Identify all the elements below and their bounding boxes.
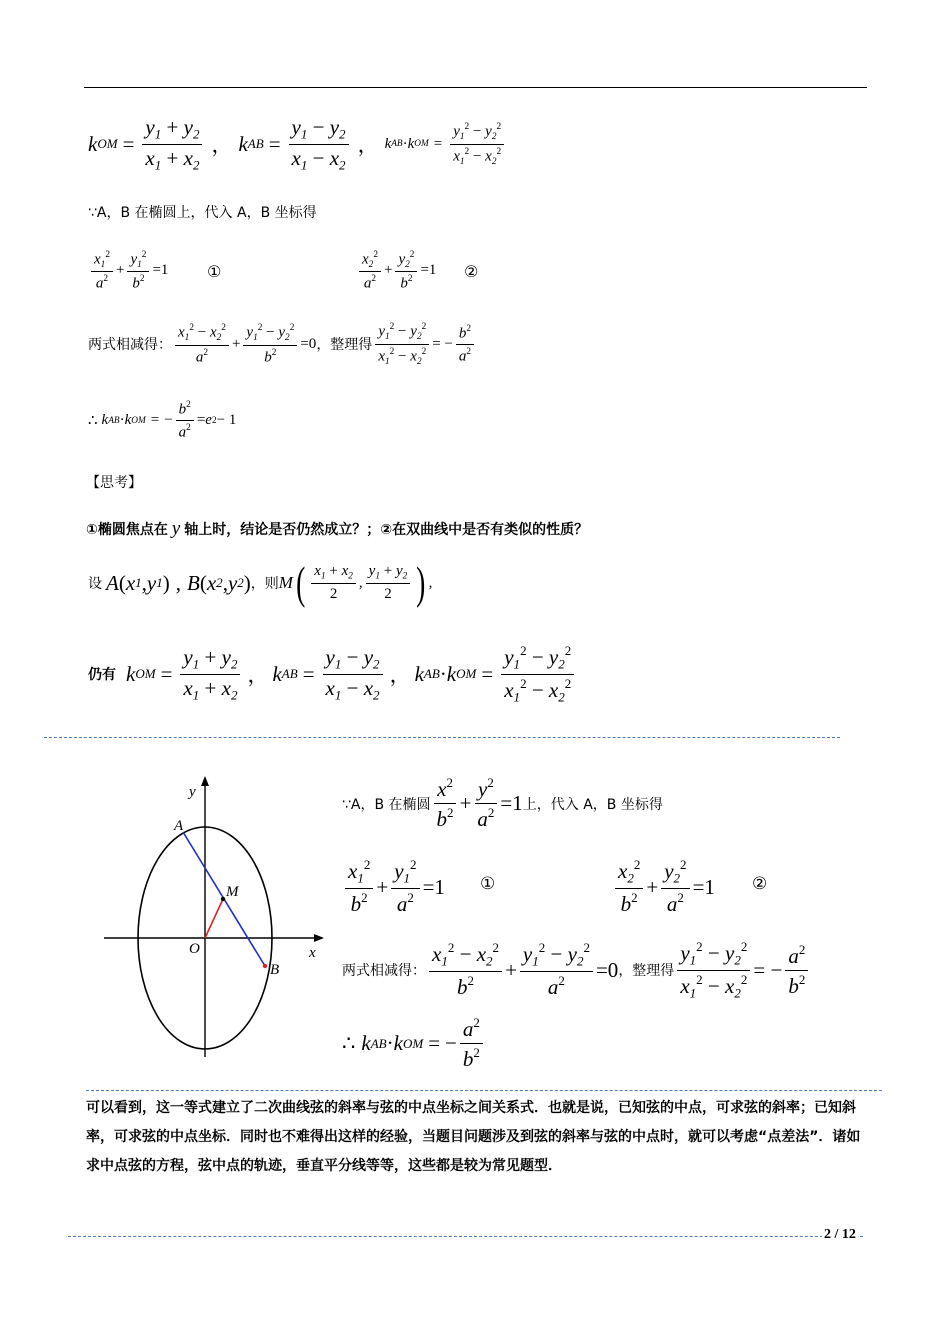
fig-subtract-label: 两式相减得： [342, 963, 426, 980]
still-have-line: 仍有 k OM = $\frac{y_1 + y_2}{x_1 + x_2}$ ， k AB = $\frac{y_1 - y_2}{x_1 - x_2}$ ， k AB · k OM = $\frac{y_1^2 - y_2^2}{x_1^2 - x_2^2}$ [88, 644, 577, 705]
point-M [221, 897, 225, 901]
equation-1: $\frac{x_1^2}{a^2}$ + $\frac{y_1^2}{b^2}$ =1 [88, 248, 168, 292]
label-B: B [270, 962, 280, 978]
summary-divider-top [86, 1090, 882, 1091]
conclusion-formula: ∴ k AB · k OM = − $\frac{b^2}{a^2}$ = e 2 − 1 [88, 400, 237, 441]
label-y: y [189, 784, 196, 800]
fig-subtraction: 两式相减得： $\frac{x_1^2 - x_2^2}{b^2}$ + $\frac{y_1^2 - y_2^2}{a^2}$ =0 ，整理得 $\frac{y_1^2 - y_2^2}{x_1^2 - x_2^2}$ = − $\frac{a^2}{b^2}$ [342, 940, 811, 1001]
then-label: ，则 [250, 576, 279, 592]
subtraction-formula: 两式相减得： $\frac{x_1^2 - x_2^2}{a^2}$ + $\frac{y_1^2 - y_2^2}{b^2}$ =0 ，整理得 $\frac{y_1^2 - y_2^2}{x_1^2 - x_2^2}$ = − $\frac{b^2}{a^2}$ [88, 322, 477, 367]
section-divider [44, 737, 840, 738]
label-M: M [226, 884, 239, 900]
question-variable: y [171, 518, 181, 539]
fig-therefore-symbol: ∴ [342, 1031, 356, 1056]
ellipse-figure [100, 772, 330, 1062]
fig-equation-1: $\frac{x_1^2}{b^2}$ + $\frac{y_1^2}{a^2}$ =1 [342, 858, 445, 916]
fig-equation-2-tag: ② [752, 874, 768, 894]
label-O: O [189, 941, 200, 957]
label-x: x [309, 945, 316, 961]
arrange-label: ，整理得 [316, 337, 373, 354]
set-points-line: 设 A ( x 1 , y 1 ) , B ( x 2 , y 2 ) ，则 M ( $\frac{x_1 + x_2}{2}$ , $\frac{y_1 + y_2}{2}$ ) , [88, 557, 433, 608]
header-rule [84, 87, 867, 88]
formula-slopes-1: k OM = $\frac{y_1 + y_2}{x_1 + x_2}$ ， k AB = $\frac{y_1 - y_2}{x_1 - x_2}$ ， k AB · k OM = $\frac{y_1^2 - y_2^2}{x_1^2 - x_2^2}$ [88, 116, 507, 173]
think-heading: 【思考】 [86, 475, 142, 491]
fig-arrange-label: ，整理得 [618, 963, 675, 980]
therefore-symbol: ∴ [88, 413, 98, 429]
equation-2: $\frac{x_2^2}{a^2}$ + $\frac{y_2^2}{b^2}$ =1 [356, 248, 436, 292]
fig-conclusion: ∴ k AB · k OM = − $\frac{a^2}{b^2}$ [342, 1016, 486, 1071]
fig-equation-2: $\frac{x_2^2}{b^2}$ + $\frac{y_2^2}{a^2}$ =1 [612, 858, 715, 916]
subtract-label: 两式相减得： [88, 337, 172, 354]
question-line [86, 518, 588, 540]
question-part1: ①椭圆焦点在 [86, 522, 168, 538]
x-axis-arrow-icon [314, 934, 324, 942]
summary-paragraph: 可以看到，这一等式建立了二次曲线弦的斜率与弦的中点坐标之间关系式．也就是说，已知弦的中点，可求弦的斜率；已知斜率，可求弦的中点坐标．同时也不难得出这样的经验，当题目问题涉及到弦的斜率与弦的中点时，就可以考虑“点差法”．诸如求中点弦的方程，弦中点的轨迹，垂直平分线等等，这些都是较为常见题型． [86, 1100, 861, 1174]
point-B [263, 964, 267, 968]
equation-2-tag: ② [464, 262, 479, 281]
segment-OM [205, 899, 223, 938]
y-axis-arrow-icon [201, 776, 209, 786]
footer-divider [68, 1236, 863, 1237]
fig-intro-post: 上，代入 A，B 坐标得 [522, 796, 663, 813]
label-A: A [174, 818, 184, 834]
fig-intro-line: ∵A，B 在椭圆 $\frac{x^2}{b^2}$ + $\frac{y^2}{a^2}$ =1 上，代入 A，B 坐标得 [342, 775, 663, 832]
substitute-text: ∵A，B 在椭圆上，代入 A，B 坐标得 [88, 205, 317, 221]
question-part2: 轴上时，结论是否仍然成立？；②在双曲线中是否有类似的性质？ [184, 522, 589, 538]
page-number: 2 / 12 [824, 1227, 856, 1242]
equation-1-tag: ① [207, 262, 222, 281]
fig-equation-1-tag: ① [480, 874, 496, 894]
fig-intro-pre: ∵A，B 在椭圆 [342, 796, 431, 813]
still-label: 仍有 [88, 667, 116, 684]
set-label: 设 [88, 576, 102, 592]
